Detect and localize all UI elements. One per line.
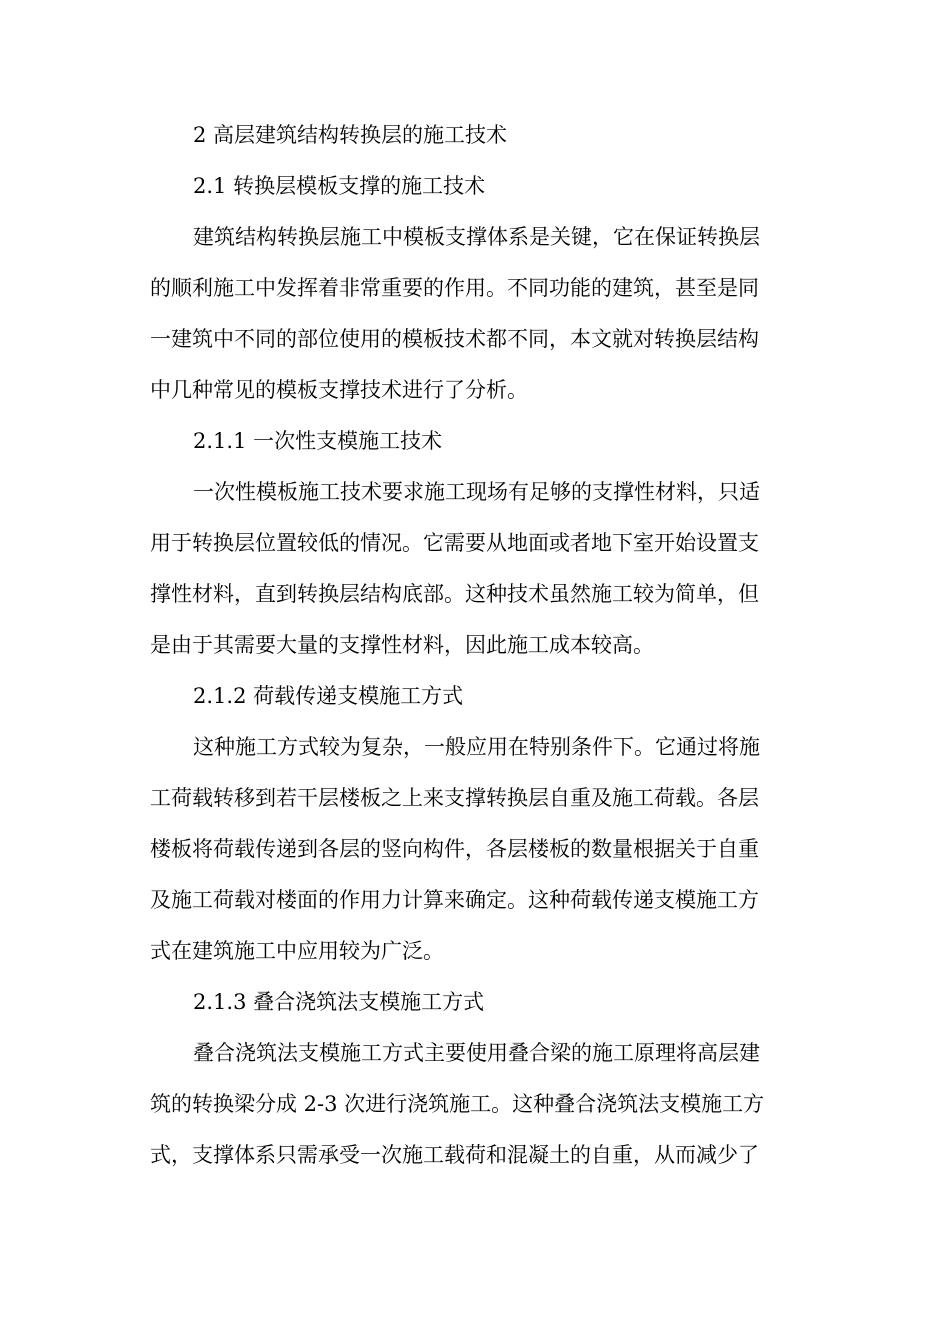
paragraph-line: 这种施工方式较为复杂，一般应用在特别条件下。它通过将施: [193, 735, 760, 759]
paragraph-line: 筑的转换梁分成 2-3 次进行浇筑施工。这种叠合浇筑法支模施工方: [150, 1092, 765, 1116]
section-heading-2-1-3: 2.1.3 叠合浇筑法支模施工方式: [193, 990, 485, 1014]
paragraph-line: 式在建筑施工中应用较为广泛。: [150, 939, 444, 963]
paragraph-intro: [150, 212, 798, 416]
paragraph-line: 式，支撑体系只需承受一次施工载荷和混凝土的自重，从而减少了: [150, 1143, 759, 1167]
paragraph-line: 的顺利施工中发挥着非常重要的作用。不同功能的建筑，甚至是同: [150, 276, 759, 300]
paragraph-line: 用于转换层位置较低的情况。它需要从地面或者地下室开始设置支: [150, 531, 759, 555]
paragraph-line: 撑性材料，直到转换层结构底部。这种技术虽然施工较为简单，但: [150, 582, 759, 606]
paragraph-line: 一次性模板施工技术要求施工现场有足够的支撑性材料，只适: [193, 480, 760, 504]
paragraph-line: 建筑结构转换层施工中模板支撑体系是关键，它在保证转换层: [193, 225, 760, 249]
section-heading-2-1: 2.1 转换层模板支撑的施工技术: [193, 174, 486, 198]
section-heading-2-1-1: 2.1.1 一次性支模施工技术: [193, 429, 443, 453]
paragraph-2-1-1: [150, 467, 798, 671]
paragraph-line: 及施工荷载对楼面的作用力计算来确定。这种荷载传递支模施工方: [150, 888, 759, 912]
section-heading-2: 2 高层建筑结构转换层的施工技术: [193, 123, 508, 147]
paragraph-line: 工荷载转移到若干层楼板之上来支撑转换层自重及施工荷载。各层: [150, 786, 759, 810]
section-heading-2-1-2: 2.1.2 荷载传递支模施工方式: [193, 684, 464, 708]
paragraph-line: 叠合浇筑法支模施工方式主要使用叠合梁的施工原理将高层建: [193, 1041, 760, 1065]
paragraph-2-1-2: [150, 722, 798, 977]
document-body: [150, 110, 798, 1181]
paragraph-line: 楼板将荷载传递到各层的竖向构件，各层楼板的数量根据关于自重: [150, 837, 759, 861]
paragraph-2-1-3: [150, 1028, 798, 1181]
paragraph-line: 一建筑中不同的部位使用的模板技术都不同，本文就对转换层结构: [150, 327, 759, 351]
paragraph-line: 中几种常见的模板支撑技术进行了分析。: [150, 378, 528, 402]
paragraph-line: 是由于其需要大量的支撑性材料，因此施工成本较高。: [150, 633, 654, 657]
